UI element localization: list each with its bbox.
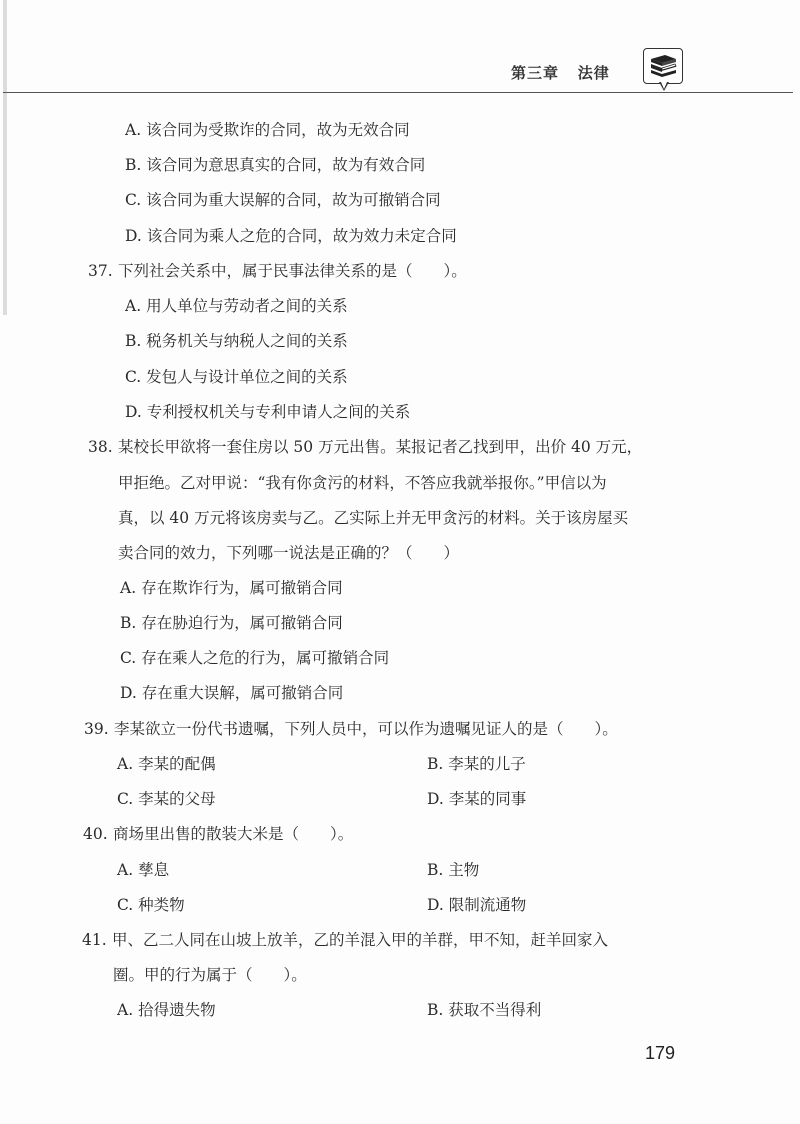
- question-37-stem: 37. 下列社会关系中，属于民事法律关系的是（ ）。: [88, 262, 467, 280]
- header-divider: [3, 92, 793, 93]
- option-b: B. 获取不当得利: [427, 1001, 542, 1019]
- option-b: B. 税务机关与纳税人之间的关系: [125, 332, 348, 350]
- option-a: A. 用人单位与劳动者之间的关系: [125, 297, 348, 315]
- option-b: B. 存在胁迫行为，属可撤销合同: [120, 614, 343, 632]
- question-38-stem-line-2: 甲拒绝。乙对甲说：“我有你贪污的材料，不答应我就举报你。”甲信以为: [118, 474, 607, 492]
- option-b: B. 主物: [427, 861, 480, 879]
- chapter-title: 法律: [577, 64, 610, 82]
- option-c: C. 该合同为重大误解的合同，故为可撤销合同: [125, 191, 441, 209]
- option-a: A. 李某的配偶: [117, 755, 216, 773]
- book-stack-icon: [643, 48, 683, 84]
- option-d: D. 该合同为乘人之危的合同，故为效力未定合同: [125, 227, 457, 245]
- page-number: 179: [645, 1043, 676, 1063]
- option-c: C. 种类物: [117, 896, 185, 914]
- option-a: A. 存在欺诈行为，属可撤销合同: [120, 579, 343, 597]
- question-38-stem-line-4: 卖合同的效力，下列哪一说法是正确的？（ ）: [118, 544, 460, 562]
- speech-bubble-tail-fill: [661, 82, 667, 89]
- question-38-stem-line-3: 真，以 40 万元将该房卖与乙。乙实际上并无甲贪污的材料。关于该房屋买: [118, 509, 629, 527]
- option-c: C. 存在乘人之危的行为，属可撤销合同: [120, 649, 390, 667]
- option-d: D. 存在重大误解，属可撤销合同: [120, 684, 344, 702]
- running-header: [511, 62, 610, 83]
- option-b: B. 李某的儿子: [427, 755, 526, 773]
- option-d: D. 限制流通物: [427, 896, 527, 914]
- question-39-stem: 39. 李某欲立一份代书遗嘱，下列人员中，可以作为遗嘱见证人的是（ ）。: [84, 720, 618, 738]
- option-c: C. 发包人与设计单位之间的关系: [125, 368, 348, 386]
- question-41-stem-line-1: 41. 甲、乙二人同在山坡上放羊，乙的羊混入甲的羊群，甲不知，赶羊回家入: [82, 931, 609, 949]
- option-d: D. 专利授权机关与专利申请人之间的关系: [125, 403, 411, 421]
- option-a: A. 该合同为受欺诈的合同，故为无效合同: [125, 121, 410, 139]
- question-38-stem-line-1: 38. 某校长甲欲将一套住房以 50 万元出售。某报记者乙找到甲，出价 40 万元，: [88, 438, 643, 456]
- chapter-label: 第三章: [511, 64, 560, 82]
- option-a: A. 孳息: [117, 861, 170, 879]
- option-b: B. 该合同为意思真实的合同，故为有效合同: [125, 156, 426, 174]
- option-c: C. 李某的父母: [117, 790, 216, 808]
- question-41-stem-line-2: 圈。甲的行为属于（ ）。: [113, 966, 307, 984]
- question-40-stem: 40. 商场里出售的散装大米是（ ）。: [83, 825, 354, 843]
- option-d: D. 李某的同事: [427, 790, 527, 808]
- book-spine-shadow: [3, 0, 7, 315]
- option-a: A. 拾得遗失物: [117, 1001, 216, 1019]
